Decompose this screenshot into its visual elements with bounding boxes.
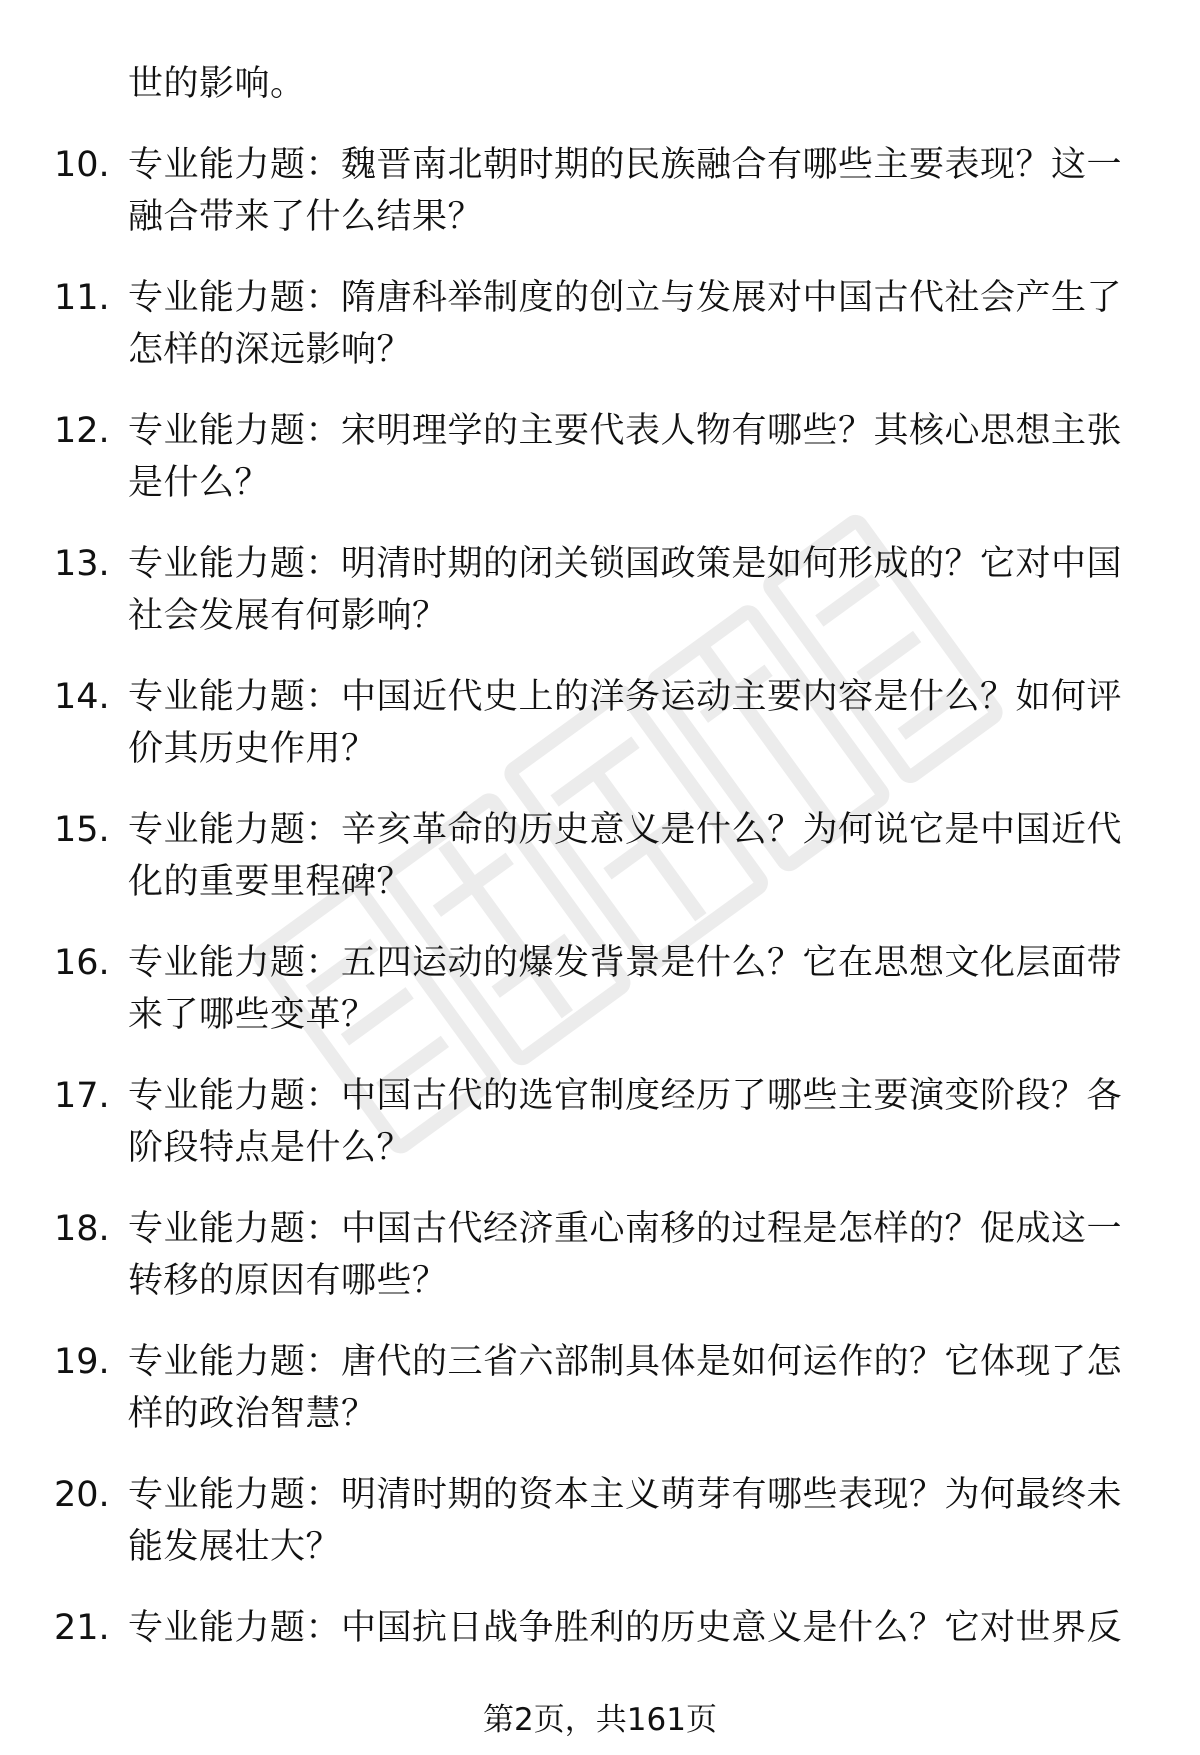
question-line: 能发展壮大？ — [128, 1527, 342, 1567]
continuation-text: 世的影响。 — [128, 64, 306, 104]
question-line: 专业能力题：魏晋南北朝时期的民族融合有哪些主要表现？这一 — [128, 145, 1123, 185]
question-number: 16. — [54, 943, 110, 983]
question-number: 12. — [54, 411, 110, 451]
question-line: 是什么？ — [128, 463, 271, 503]
question-line: 专业能力题：中国古代的选官制度经历了哪些主要演变阶段？各 — [128, 1076, 1123, 1116]
question-number: 10. — [54, 145, 110, 185]
question-number: 17. — [54, 1076, 110, 1116]
question-item — [0, 139, 1200, 272]
question-number: 14. — [54, 677, 110, 717]
question-number: 20. — [54, 1475, 110, 1515]
question-list — [0, 139, 1200, 1735]
question-item — [0, 937, 1200, 1070]
question-text — [128, 405, 1138, 509]
question-line: 专业能力题：唐代的三省六部制具体是如何运作的？它体现了怎 — [128, 1342, 1123, 1382]
question-item — [0, 671, 1200, 804]
question-item — [0, 804, 1200, 937]
question-line: 专业能力题：宋明理学的主要代表人物有哪些？其核心思想主张 — [128, 411, 1123, 451]
question-line: 融合带来了什么结果？ — [128, 197, 484, 237]
question-number: 18. — [54, 1209, 110, 1249]
question-item — [0, 272, 1200, 405]
question-item — [0, 1203, 1200, 1336]
page-footer: 第2页，共161页 — [483, 1702, 717, 1738]
question-line: 专业能力题：明清时期的闭关锁国政策是如何形成的？它对中国 — [128, 544, 1123, 584]
question-line: 转移的原因有哪些？ — [128, 1261, 448, 1301]
question-number: 15. — [54, 810, 110, 850]
question-item — [0, 1070, 1200, 1203]
question-text — [128, 1602, 1138, 1654]
question-line: 社会发展有何影响？ — [128, 596, 448, 636]
question-number: 19. — [54, 1342, 110, 1382]
question-text — [128, 1070, 1138, 1174]
question-line: 专业能力题：中国近代史上的洋务运动主要内容是什么？如何评 — [128, 677, 1123, 717]
question-line: 样的政治智慧？ — [128, 1394, 377, 1434]
question-number: 11. — [54, 278, 110, 318]
question-text — [128, 1469, 1138, 1573]
question-line: 化的重要里程碑？ — [128, 862, 413, 902]
question-line: 专业能力题：中国古代经济重心南移的过程是怎样的？促成这一 — [128, 1209, 1123, 1249]
question-line: 阶段特点是什么？ — [128, 1128, 413, 1168]
question-text — [128, 1336, 1138, 1440]
question-line: 专业能力题：明清时期的资本主义萌芽有哪些表现？为何最终未 — [128, 1475, 1123, 1515]
question-item — [0, 405, 1200, 538]
question-item — [0, 1336, 1200, 1469]
question-text — [128, 671, 1138, 775]
question-line: 价其历史作用？ — [128, 729, 377, 769]
question-line: 专业能力题：辛亥革命的历史意义是什么？为何说它是中国近代 — [128, 810, 1123, 850]
question-number: 21. — [54, 1608, 110, 1648]
question-line: 专业能力题：隋唐科举制度的创立与发展对中国古代社会产生了 — [128, 278, 1123, 318]
question-text — [128, 139, 1138, 243]
question-line: 来了哪些变革？ — [128, 995, 377, 1035]
question-item — [0, 538, 1200, 671]
question-line: 专业能力题：中国抗日战争胜利的历史意义是什么？它对世界反 — [128, 1608, 1123, 1648]
question-text — [128, 538, 1138, 642]
question-line: 怎样的深远影响？ — [128, 330, 413, 370]
question-item — [0, 1469, 1200, 1602]
question-line: 专业能力题：五四运动的爆发背景是什么？它在思想文化层面带 — [128, 943, 1123, 983]
question-text — [128, 937, 1138, 1041]
question-text — [128, 1203, 1138, 1307]
question-text — [128, 804, 1138, 908]
question-text — [128, 272, 1138, 376]
question-number: 13. — [54, 544, 110, 584]
